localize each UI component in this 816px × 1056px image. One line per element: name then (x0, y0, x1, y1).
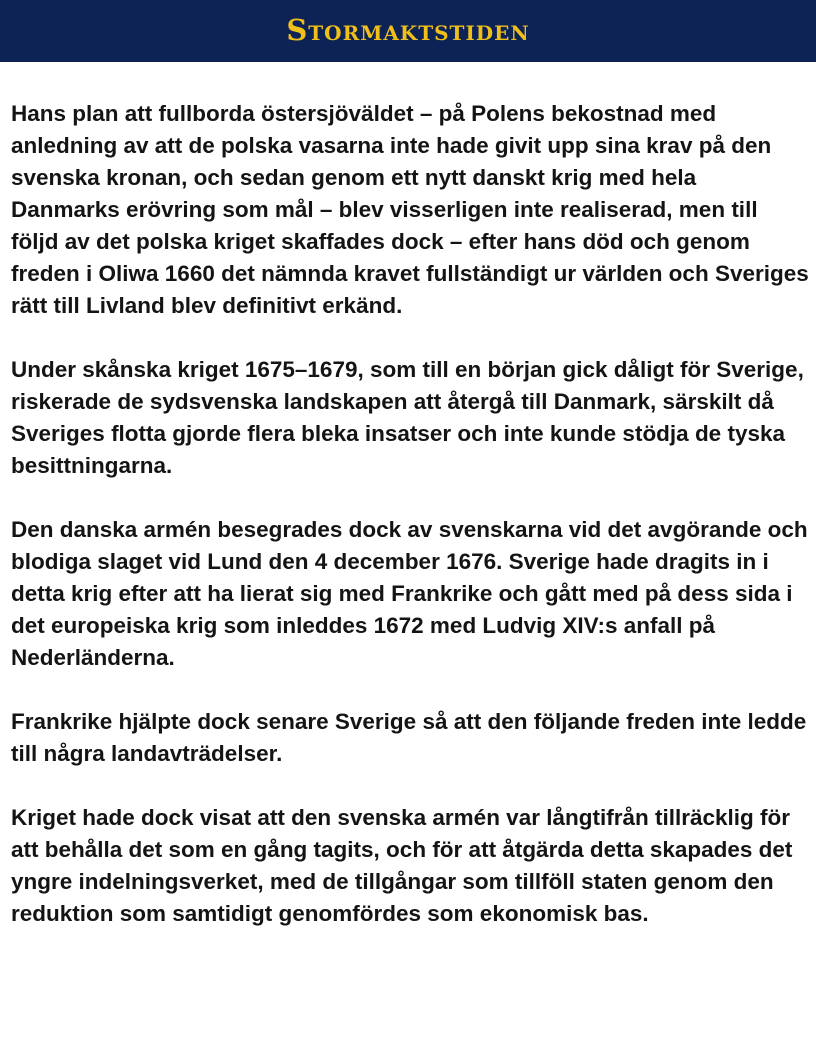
body-text (11, 98, 811, 962)
paragraph-indelningsverket: Kriget hade dock visat att den svenska armén var långtifrån tillräcklig för att behålla det som en gång tagits, och för att åtgärda detta skapades det yngre indelningsverket, med de tillgångar som tillföll staten genom den reduktion som samtidigt genomfördes som ekonomisk bas. (11, 805, 793, 926)
paragraph-slaget-vid-lund: Den danska armén besegrades dock av svenskarna vid det avgörande och blodiga slaget vid Lund den 4 december 1676. Sverige hade dragits in i detta krig efter att ha lierat sig med Frankrike och gått med på dess sida i det europeiska krig som inleddes 1672 med Ludvig XIV:s anfall på Nederländerna. (11, 517, 808, 670)
paragraph-oliwa: Hans plan att fullborda östersjöväldet – på Polens bekostnad med anledning av att de polska vasarna inte hade givit upp sina krav på den svenska kronan, och sedan genom ett nytt danskt krig med hela Danmarks erövring som mål – blev visserligen inte realiserad, men till följd av det polska kriget skaffades dock – efter hans död och genom freden i Oliwa 1660 det nämnda kravet fullständigt ur världen och Sveriges rätt till Livland blev definitivt erkänd. (11, 101, 809, 318)
paragraph-frankrike: Frankrike hjälpte dock senare Sverige så att den följande freden inte ledde till några landavträdelser. (11, 709, 807, 766)
header-bar (0, 0, 816, 62)
paragraph-skanska-kriget: Under skånska kriget 1675–1679, som till en början gick dåligt för Sverige, riskerade de sydsvenska landskapen att återgå till Danmark, särskilt då Sveriges flotta gjorde flera bleka insatser och inte kunde stödja de tyska besittningarna. (11, 357, 804, 478)
page-title: Stormaktstiden (286, 13, 530, 47)
